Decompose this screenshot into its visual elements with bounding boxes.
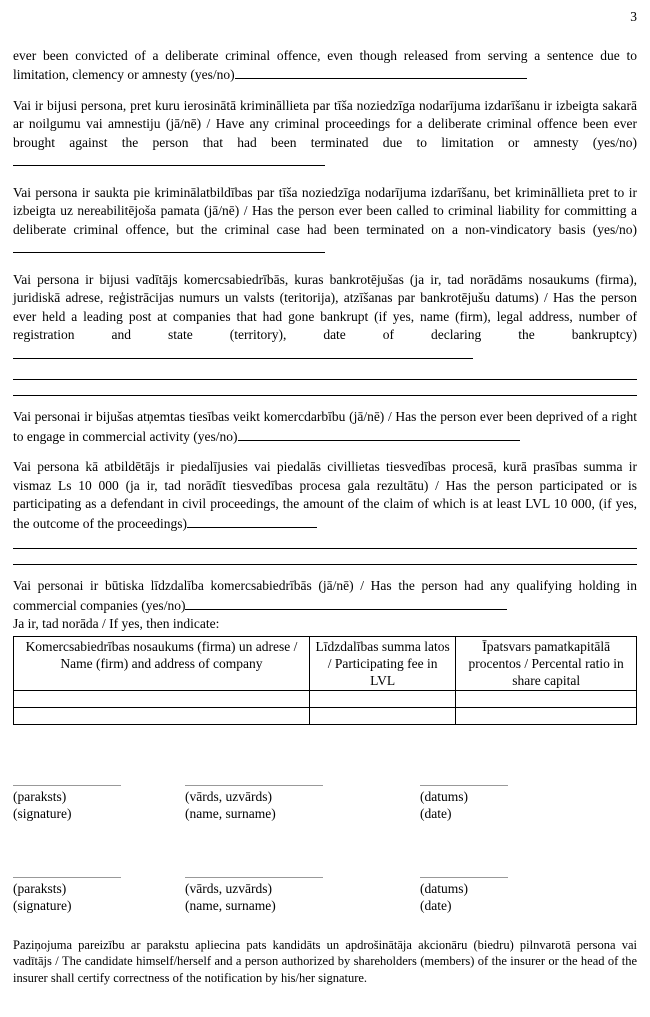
signature-col-paraksts — [13, 875, 185, 915]
signature-col-vards — [185, 875, 420, 915]
question-paragraph-4 — [13, 271, 637, 365]
fill-in-blank-6[interactable] — [187, 514, 317, 528]
table-cell-fee-1[interactable] — [309, 690, 455, 707]
fill-in-line[interactable] — [13, 380, 637, 396]
label-signature: (signature) — [13, 806, 72, 821]
fill-in-blank-4[interactable] — [13, 345, 473, 359]
fill-in-line[interactable] — [13, 533, 637, 549]
label-name-surname: (name, surname) — [185, 898, 276, 913]
label-date: (date) — [420, 806, 452, 821]
question-paragraph-1 — [13, 47, 637, 85]
question-text-1: ever been convicted of a deliberate criminal offence, even though released from serving a sentence due to limitation, clemency or amnesty (yes/no) — [13, 47, 637, 82]
table-cell-company-1[interactable] — [14, 690, 310, 707]
question-text-6: Vai persona kā atbildētājs ir piedalījusies vai piedalās civillietas tiesvedības procesā, kurā prasības summa ir vismaz Ls 10 000 (ja ir, tad norādīt tiesvedības procesa gala rezultātu) / Has the person participated or is participating as a defendant in civil proceedings, the amount of the claim of which is at least LVL 10 000, (if yes, the outcome of the proceedings) — [13, 459, 637, 531]
question-paragraph-6 — [13, 458, 637, 533]
label-datums: (datums) — [420, 788, 468, 804]
label-vards: (vārds, uzvārds) — [185, 880, 272, 896]
date-line[interactable] — [420, 783, 508, 786]
page-number: 3 — [630, 9, 637, 24]
signature-line[interactable] — [13, 783, 121, 786]
signature-block-2 — [13, 875, 637, 915]
question-paragraph-2 — [13, 97, 637, 172]
table-header-ratio: Īpatsvars pamatkapitālā procentos / Percental ratio in share capital — [456, 636, 637, 690]
signature-col-vards — [185, 783, 420, 823]
signature-col-paraksts — [13, 783, 185, 823]
fill-in-line[interactable] — [13, 549, 637, 565]
question-text-7: Vai personai ir būtiska līdzdalība komercsabiedrībās (jā/nē) / Has the person had any qualifying holding in commercial companies (yes/no) — [13, 578, 637, 613]
fill-in-blank-1[interactable] — [235, 65, 527, 79]
signature-col-datums — [420, 875, 580, 915]
fill-in-blank-3[interactable] — [13, 239, 325, 253]
holdings-table — [13, 636, 637, 725]
name-line[interactable] — [185, 783, 323, 786]
table-cell-ratio-2[interactable] — [456, 707, 637, 724]
label-paraksts: (paraksts) — [13, 880, 67, 896]
question-text-5: Vai personai ir bijušas atņemtas tiesības veikt komercdarbību (jā/nē) / Has the person ever been deprived of a right to engage in commercial activity (yes/no) — [13, 409, 637, 444]
question-text-4: Vai persona ir bijusi vadītājs komercsabiedrībās, kuras bankrotējušas (ja ir, tad norādāms nosaukums (firma), juridiskā adrese, reģistrācijas numurs un valsts (teritorija), atzīšanas par bankrotējušu datums) / Has the person ever held a leading post at companies that had gone bankrupt (if yes, name (firm), legal address, number of registration and state (territory), date of declaring the bankruptcy) — [13, 271, 637, 342]
label-name-surname: (name, surname) — [185, 806, 276, 821]
question-text-3: Vai persona ir saukta pie kriminālatbildības par tīša noziedzīga nodarījuma izdarīšanu, bet krimināllieta pret to ir izbeigta uz nereabilitējoša pamata (jā/nē) / Has the person ever been called to criminal liability for committing a deliberate criminal offence, but the criminal case had been terminated on a non-vindicatory basis (yes/no) — [13, 184, 637, 237]
table-row — [14, 690, 637, 707]
fill-in-blank-2[interactable] — [13, 152, 325, 166]
question-text-2: Vai ir bijusi persona, pret kuru ierosinātā krimināllieta par tīša noziedzīga nodarījuma izdarīšanu ir izbeigta sakarā ar noilgumu vai amnestiju (jā/nē) / Have any criminal proceedings for a deliberate criminal offence been ever brought against the person that had been terminated due to limitation or amnesty (yes/no) — [13, 97, 637, 150]
signature-col-datums — [420, 783, 580, 823]
fill-in-blank-7[interactable] — [185, 596, 507, 610]
label-paraksts: (paraksts) — [13, 788, 67, 804]
label-date: (date) — [420, 898, 452, 913]
table-cell-fee-2[interactable] — [309, 707, 455, 724]
signature-line[interactable] — [13, 875, 121, 878]
name-line[interactable] — [185, 875, 323, 878]
certification-note: Paziņojuma pareizību ar parakstu apliecina pats kandidāts un apdrošinātāja akcionāru (biedru) pilnvarotā persona vai vadītājs / The candidate himself/herself and a person authorized by shareholders (members) of the insurer or the head of the insurer shall certify correctness of the notification by his/her signature. — [13, 937, 637, 985]
label-signature: (signature) — [13, 898, 72, 913]
table-cell-ratio-1[interactable] — [456, 690, 637, 707]
date-line[interactable] — [420, 875, 508, 878]
question-paragraph-7 — [13, 577, 637, 615]
label-vards: (vārds, uzvārds) — [185, 788, 272, 804]
label-datums: (datums) — [420, 880, 468, 896]
question-paragraph-5 — [13, 408, 637, 446]
table-row — [14, 707, 637, 724]
table-header-fee: Līdzdalības summa latos / Participating fee in LVL — [309, 636, 455, 690]
fill-in-line[interactable] — [13, 364, 637, 380]
question-paragraph-3 — [13, 184, 637, 259]
table-cell-company-2[interactable] — [14, 707, 310, 724]
fill-in-blank-5[interactable] — [238, 427, 520, 441]
table-header-company: Komercsabiedrības nosaukums (firma) un adrese / Name (firm) and address of company — [14, 636, 310, 690]
table-intro: Ja ir, tad norāda / If yes, then indicate: — [13, 616, 220, 631]
table-header-row — [14, 636, 637, 690]
signature-block-1 — [13, 783, 637, 823]
